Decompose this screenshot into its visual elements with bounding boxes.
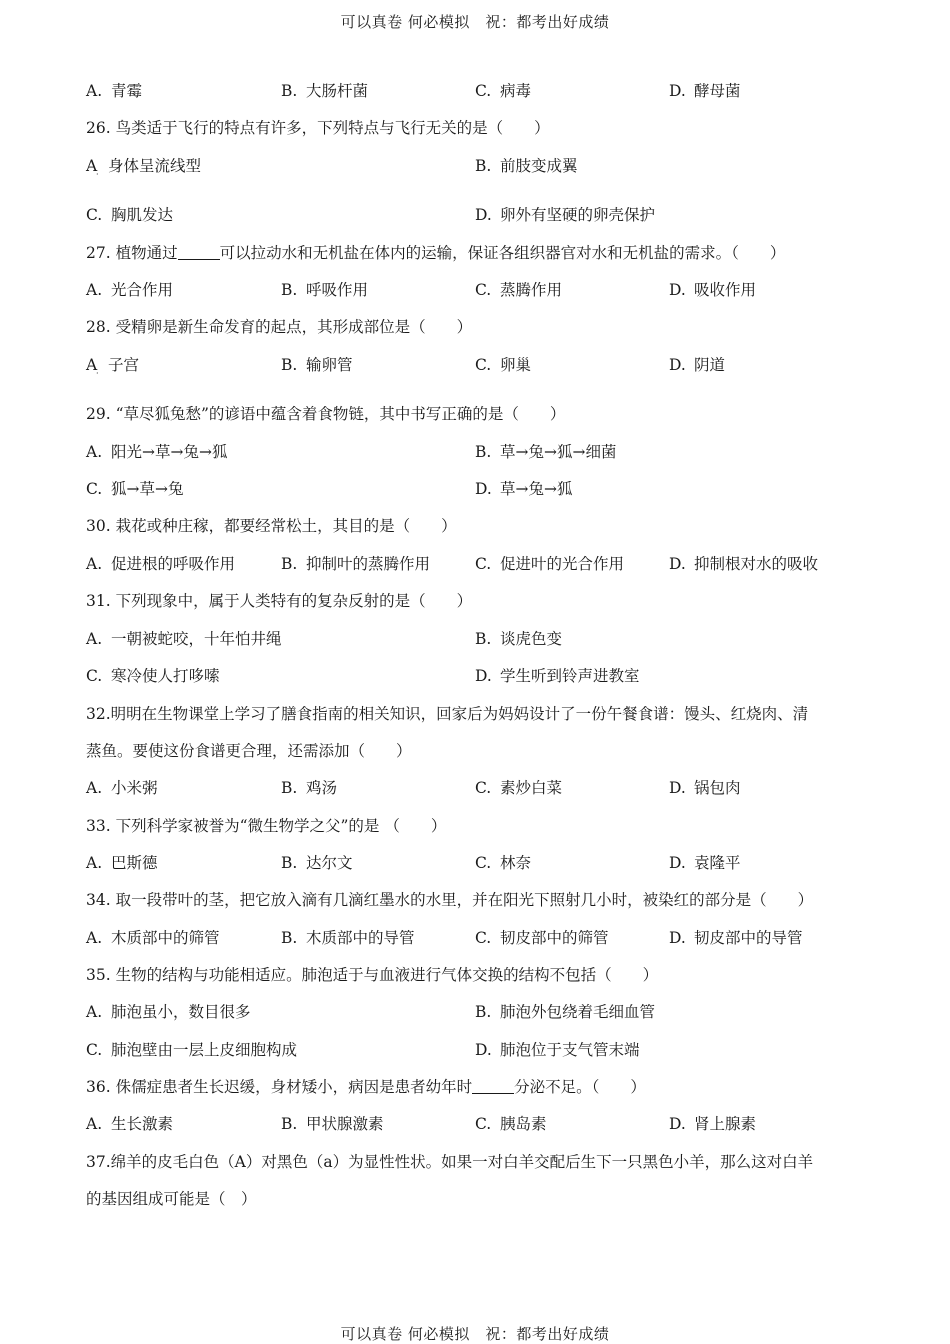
q25-option-a[interactable]: A. 青霉 [86, 82, 143, 100]
q27-option-b[interactable]: B. 呼吸作用 [281, 281, 369, 299]
dot-mark: · [96, 170, 99, 179]
q32-option-d[interactable]: D. 锅包肉 [669, 779, 741, 797]
q35-stem: 35. 生物的结构与功能相适应。肺泡适于与血液进行气体交换的结构不包括（ ） [86, 966, 659, 984]
q30-option-a[interactable]: A. 促进根的呼吸作用 [86, 555, 236, 573]
q28-option-b[interactable]: B. 输卵管 [281, 356, 353, 374]
q29-option-d[interactable]: D. 草→兔→狐 [475, 480, 573, 498]
q25-option-d[interactable]: D. 酵母菌 [669, 82, 741, 100]
q33-option-c[interactable]: C. 林奈 [475, 854, 532, 872]
page-header: 可以真卷 何必模拟 祝：都考出好成绩 [340, 13, 610, 31]
answer-blank[interactable] [178, 245, 220, 260]
q31-option-d[interactable]: D. 学生听到铃声进教室 [475, 667, 640, 685]
q29-options-row1 [86, 440, 876, 464]
q26-option-c[interactable]: C. 胸肌发达 [86, 206, 174, 224]
q27-option-a[interactable]: A. 光合作用 [86, 281, 174, 299]
q34-option-a[interactable]: A. 木质部中的筛管 [86, 929, 220, 947]
q33-option-d[interactable]: D. 袁隆平 [669, 854, 741, 872]
answer-blank[interactable] [472, 1079, 514, 1094]
q27-options [86, 278, 876, 302]
q30-option-d[interactable]: D. 抑制根对水的吸收 [669, 555, 819, 573]
q26-options-row2 [86, 203, 876, 227]
q34-option-d[interactable]: D. 韧皮部中的导管 [669, 929, 803, 947]
q28-stem: 28. 受精卵是新生命发育的起点，其形成部位是（ ） [86, 318, 473, 336]
q37-stem-line1: 37.绵羊的皮毛白色（A）对黑色（a）为显性性状。如果一对白羊交配后生下一只黑色小羊，那么这对白羊 [86, 1153, 814, 1171]
q35-option-a[interactable]: A. 肺泡虽小，数目很多 [86, 1003, 251, 1021]
q30-options [86, 552, 876, 576]
q28-option-a[interactable]: A 子宫 · [86, 356, 140, 378]
q28-option-d[interactable]: D. 阴道 [669, 356, 726, 374]
q34-option-c[interactable]: C. 韧皮部中的筛管 [475, 929, 609, 947]
q29-option-b[interactable]: B. 草→兔→狐→细菌 [475, 443, 617, 461]
q33-option-b[interactable]: B. 达尔文 [281, 854, 353, 872]
q30-option-c[interactable]: C. 促进叶的光合作用 [475, 555, 625, 573]
dot-mark: · [96, 369, 99, 378]
q33-options [86, 851, 876, 875]
q31-option-a[interactable]: A. 一朝被蛇咬，十年怕井绳 [86, 630, 282, 648]
q25-option-c[interactable]: C. 病毒 [475, 82, 532, 100]
q36-option-b[interactable]: B. 甲状腺激素 [281, 1115, 384, 1133]
q31-option-c[interactable]: C. 寒冷使人打哆嗦 [86, 667, 220, 685]
page-footer: 可以真卷 何必模拟 祝：都考出好成绩 [340, 1325, 610, 1343]
q33-stem: 33. 下列科学家被誉为“微生物学之父”的是 （ ） [86, 817, 447, 835]
q29-options-row2 [86, 477, 876, 501]
q25-options [86, 79, 876, 103]
q27-stem: 27. 植物通过 可以拉动水和无机盐在体内的运输，保证各组织器官对水和无机盐的需求。（ ） [86, 244, 786, 262]
q33-option-a[interactable]: A. 巴斯德 [86, 854, 158, 872]
q36-option-d[interactable]: D. 肾上腺素 [669, 1115, 757, 1133]
q31-option-b[interactable]: B. 谈虎色变 [475, 630, 563, 648]
q34-stem: 34. 取一段带叶的茎，把它放入滴有几滴红墨水的水里，并在阳光下照射几小时，被染红的部分是（ ） [86, 891, 814, 909]
q26-option-b[interactable]: B. 前肢变成翼 [475, 157, 578, 175]
q27-option-d[interactable]: D. 吸收作用 [669, 281, 757, 299]
q32-option-c[interactable]: C. 素炒白菜 [475, 779, 563, 797]
q30-stem: 30. 栽花或种庄稼，都要经常松土，其目的是（ ） [86, 517, 457, 535]
q35-option-b[interactable]: B. 肺泡外包绕着毛细血管 [475, 1003, 656, 1021]
q28-option-c[interactable]: C. 卵巢 [475, 356, 532, 374]
q35-option-c[interactable]: C. 肺泡壁由一层上皮细胞构成 [86, 1041, 298, 1059]
q35-option-d[interactable]: D. 肺泡位于支气管末端 [475, 1041, 640, 1059]
q37-stem-line2: 的基因组成可能是（ ） [86, 1190, 257, 1208]
q27-option-c[interactable]: C. 蒸腾作用 [475, 281, 563, 299]
q34-option-b[interactable]: B. 木质部中的导管 [281, 929, 415, 947]
q35-options-row2 [86, 1038, 876, 1062]
q26-stem: 26. 鸟类适于飞行的特点有许多，下列特点与飞行无关的是（ ） [86, 119, 550, 137]
q36-stem: 36. 侏儒症患者生长迟缓，身材矮小，病因是患者幼年时 分泌不足。（ ） [86, 1078, 646, 1096]
q36-options [86, 1112, 876, 1136]
q34-options [86, 926, 876, 950]
q32-stem-line2: 蒸鱼。要使这份食谱更合理，还需添加（ ） [86, 742, 412, 760]
q26-options-row1 [86, 154, 876, 178]
q29-option-c[interactable]: C. 狐→草→兔 [86, 480, 184, 498]
q35-options-row1 [86, 1000, 876, 1024]
q36-option-a[interactable]: A. 生长激素 [86, 1115, 174, 1133]
q36-option-c[interactable]: C. 胰岛素 [475, 1115, 547, 1133]
q31-options-row1 [86, 627, 876, 651]
q32-option-a[interactable]: A. 小米粥 [86, 779, 158, 797]
q32-stem-line1: 32.明明在生物课堂上学习了膳食指南的相关知识，回家后为妈妈设计了一份午餐食谱：馒头、红烧肉、清 [86, 705, 809, 723]
q28-options [86, 353, 876, 377]
q31-stem: 31. 下列现象中，属于人类特有的复杂反射的是（ ） [86, 592, 473, 610]
q32-option-b[interactable]: B. 鸡汤 [281, 779, 338, 797]
q30-option-b[interactable]: B. 抑制叶的蒸腾作用 [281, 555, 431, 573]
q26-option-d[interactable]: D. 卵外有坚硬的卵壳保护 [475, 206, 656, 224]
q25-option-b[interactable]: B. 大肠杆菌 [281, 82, 369, 100]
q32-options [86, 776, 876, 800]
q29-stem: 29. “草尽狐兔愁”的谚语中蕴含着食物链，其中书写正确的是（ ） [86, 405, 566, 423]
q26-option-a[interactable]: A 身体呈流线型 · [86, 157, 202, 179]
q31-options-row2 [86, 664, 876, 688]
q29-option-a[interactable]: A. 阳光→草→兔→狐 [86, 443, 228, 461]
